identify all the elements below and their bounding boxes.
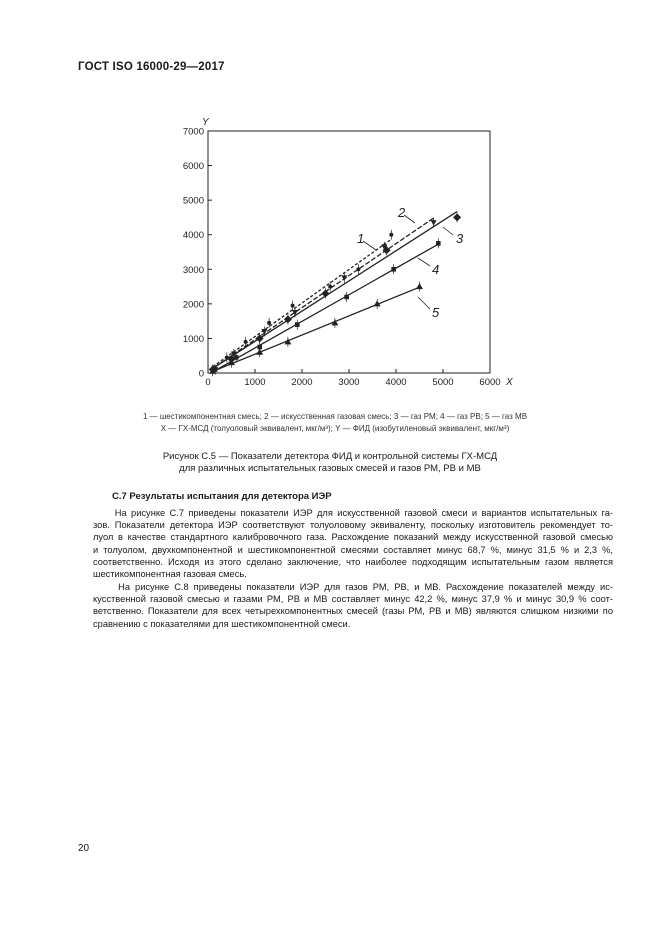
data-point-series-3 — [322, 289, 330, 297]
plot-frame — [208, 131, 490, 373]
data-point-series-4 — [295, 322, 300, 327]
p1-line: луол в качестве стандартного калибровочного газа. Расхождение показаний между искусственной газовой смесью — [93, 532, 613, 543]
x-tick-label: 2000 — [291, 377, 313, 388]
series-label-1: 1 — [357, 231, 365, 246]
document-header: ГОСТ ISO 16000-29—2017 — [78, 61, 225, 73]
y-axis-label: Y — [202, 117, 209, 128]
paragraph-1 — [93, 507, 613, 580]
data-point-series-1 — [244, 340, 248, 344]
section-title: С.7 Результаты испытания для детектора ИЭР — [112, 491, 332, 502]
x-axis-label: X — [506, 377, 513, 388]
data-point-series-3 — [453, 213, 461, 221]
p2-line: На рисунке С.8 приведены показатели ИЭР для газов РМ, РВ, и МВ. Расхождение показателей между ис- — [93, 582, 613, 592]
figure-legend — [100, 411, 570, 435]
figure-chart — [150, 98, 530, 398]
p1-line: На рисунке С.7 приведены показатели ИЭР для искусственной газовой смеси и вариантов испытательных га- — [93, 508, 613, 518]
y-tick-label: 5000 — [182, 195, 204, 207]
y-tick-label: 3000 — [182, 264, 204, 276]
legend-line-axes: X — ГХ-МСД (толуоловый эквивалент, мкг/м³); Y — ФИД (изобутиленовый эквивалент, мкг/м³) — [160, 424, 510, 433]
p2-line: сравнению с показателями для шестикомпонентной смеси. — [93, 618, 351, 629]
chart-axes — [183, 117, 513, 388]
p2-line: ветственно. Показатели для всех четырехкомпонентных смесей (газы РМ, РВ и МВ) являются слишком низкими по — [93, 606, 613, 617]
caption-line-1: Рисунок С.5 — Показатели детектора ФИД и контрольной системы ГХ-МСД — [162, 451, 498, 462]
x-tick-label: 5000 — [432, 377, 454, 388]
fit-line-series-5 — [213, 287, 420, 371]
series-label-4: 4 — [432, 262, 440, 277]
legend-line-series: 1 — шестикомпонентная смесь; 2 — искусственная газовая смесь; 3 — газ РМ; 4 — газ РВ; 5 — газ МВ — [142, 412, 528, 421]
series-label-2: 2 — [398, 205, 406, 220]
data-point-series-5 — [416, 283, 423, 289]
p1-line: соответственно. Исходя из этого сделано заключение, что наиболее подходящим испытательным газом является — [93, 556, 613, 567]
series-label-leader — [363, 241, 376, 250]
y-tick-label: 6000 — [182, 161, 204, 173]
data-point-series-1 — [356, 267, 360, 271]
x-tick-label: 0 — [205, 377, 211, 388]
page-number: 20 — [78, 843, 90, 854]
fit-line-series-1 — [213, 239, 392, 367]
paragraph-2 — [93, 581, 613, 630]
series-label-leader — [418, 258, 430, 266]
series-label-leader — [443, 227, 453, 235]
data-point-series-4 — [234, 355, 239, 360]
chart-series-labels — [357, 205, 464, 320]
p2-line: кусственной газовой смесью и газами РМ, РВ и МВ составляет минус 42,2 %, минус 37,9 % и минус 30,9 % соот- — [93, 594, 613, 605]
p1-line: зов. Показатели детектора ИЭР соответствуют толуоловому эквиваленту, поскольку изготовитель рекомендует то- — [93, 520, 613, 531]
data-point-series-4 — [344, 295, 349, 300]
series-label-leader — [418, 297, 430, 309]
p1-line: и толуолом, двухкомпонентной и шестикомпонентной смесями составляет минус 68,7 %, минус 31,5 % и 2,3 %, — [93, 544, 613, 555]
data-point-series-4 — [391, 267, 396, 272]
data-point-series-1 — [267, 321, 271, 325]
chart-marks — [209, 212, 461, 376]
x-tick-label: 4000 — [385, 377, 407, 388]
fit-line-series-4 — [215, 244, 438, 370]
data-point-series-2 — [341, 275, 347, 281]
y-tick-label: 1000 — [182, 333, 204, 345]
y-tick-label: 7000 — [182, 126, 204, 138]
data-point-series-1 — [328, 285, 332, 289]
fit-line-series-3 — [213, 212, 457, 369]
p1-line: шестикомпонентная газовая смесь. — [93, 569, 247, 580]
data-point-series-1 — [389, 233, 393, 237]
data-point-series-4 — [436, 241, 441, 246]
series-label-leader — [404, 215, 415, 223]
y-tick-label: 4000 — [182, 230, 204, 242]
x-tick-label: 1000 — [244, 377, 266, 388]
y-tick-label: 2000 — [182, 299, 204, 311]
x-tick-label: 3000 — [338, 377, 360, 388]
caption-line-2: для различных испытательных газовых смесей и газов РМ, РВ и МВ — [179, 463, 481, 474]
chart-fit-lines — [213, 212, 457, 372]
figure-caption — [100, 451, 560, 475]
series-label-3: 3 — [456, 231, 464, 246]
data-point-series-1 — [291, 304, 295, 308]
series-label-5: 5 — [432, 305, 440, 320]
y-tick-label: 0 — [198, 368, 204, 380]
data-point-series-3 — [256, 334, 264, 342]
x-tick-label: 6000 — [479, 377, 501, 388]
